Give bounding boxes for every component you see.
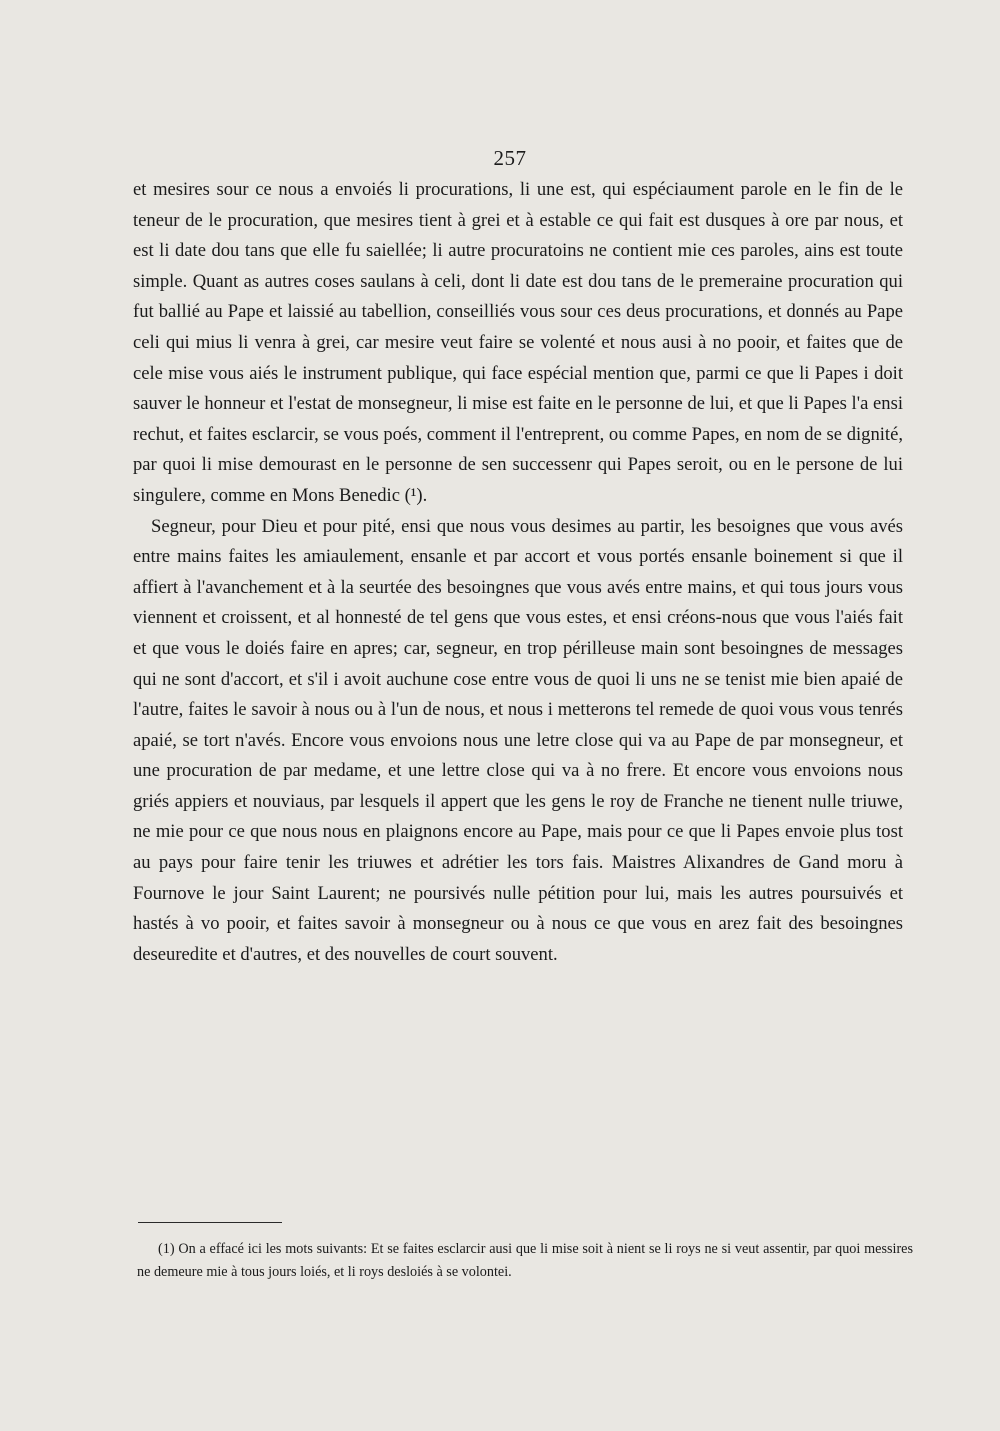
paragraph-1: et mesires sour ce nous a envoiés li procurations, li une est, qui espéciaument parole en le fin de le teneur de le procuration, que mesires tient à grei et à estable ce qui fait est dusques à ore par nous, et est li date dou tans que elle fu saiellée; li autre procuratoins ne contient mie ces paroles, ains est toute simple. Quant as autres coses saulans à celi, dont li date est dou tans de le premeraine procuration qui fut ballié au Pape et laissié au tabellion, conseilliés vous sour ces deus procurations, et donnés au Pape celi qui mius li venra à grei, car mesire veut faire se volenté et nous ausi à no pooir, et faites que de cele mise vous aiés le instrument publique, qui face espécial mention que, parmi ce que li Papes i doit sauver le honneur et l'estat de monsegneur, li mise est faite en le personne de lui, et que li Papes l'a ensi rechut, et faites esclarcir, se vous poés, comment il l'entreprent, ou comme Papes, en nom de se dignité, par quoi li mise demourast en le personne de sen successenr qui Papes seroit, ou en le persone de lui singulere, comme en Mons Benedic (¹). — [133, 179, 903, 506]
paragraph-2: Segneur, pour Dieu et pour pité, ensi que nous vous desimes au partir, les besoignes que vous avés entre mains faites les amiaulement, ensanle et par accort et vous portés ensanle boinement si que il affiert à l'avanchement et à la seurtée des besoingnes que vous avés entre mains, et qui tous jours vous viennent et croissent, et al honnesté de tel gens que vous estes, et ensi créons-nous que vous l'aiés fait et que vous le doiés faire en apres; car, segneur, en trop périlleuse main sont besoingnes de messages qui ne sont d'accort, et s'il i avoit auchune cose entre vous de quoi li uns ne se tenist mie bien apaié de l'autre, faites le savoir à nous ou à l'un de nous, et nous i metterons tel remede de quoi vous vous tenrés apaié, se tort n'avés. Encore vous envoions nous une letre close qui va au Pape de par monsegneur, et une procuration de par medame, et une lettre close qui va à no frere. Et encore vous envoions nous griés appiers et nouviaus, par lesquels il appert que les gens le roy de Franche ne tienent nulle triuwe, ne mie pour ce que nous nous en plaignons encore au Pape, mais pour ce que li Papes envoie plus tost au pays pour faire tenir les triuwes et adrétier les tors fais. Maistres Alixandres de Gand moru à Fournove le jour Saint Laurent; ne poursivés nulle pétition pour lui, mais les autres poursuivés et hastés à vo pooir, et faites savoir à monsegneur ou à nous ce que vous en arez fait des besoingnes deseuredite et d'autres, et des nouvelles de court souvent. — [133, 515, 903, 965]
body-text — [133, 175, 903, 970]
page-number: 257 — [493, 146, 527, 170]
footnote: (1) On a effacé ici les mots suivants: Et se faites esclarcir ausi que li mise soit à nient se li roys ne si veut assentir, par quoi messires ne demeure mie à tous jours loiés, et li roys desloiés à se volontei. — [137, 1241, 913, 1280]
footnote-divider — [138, 1222, 282, 1223]
